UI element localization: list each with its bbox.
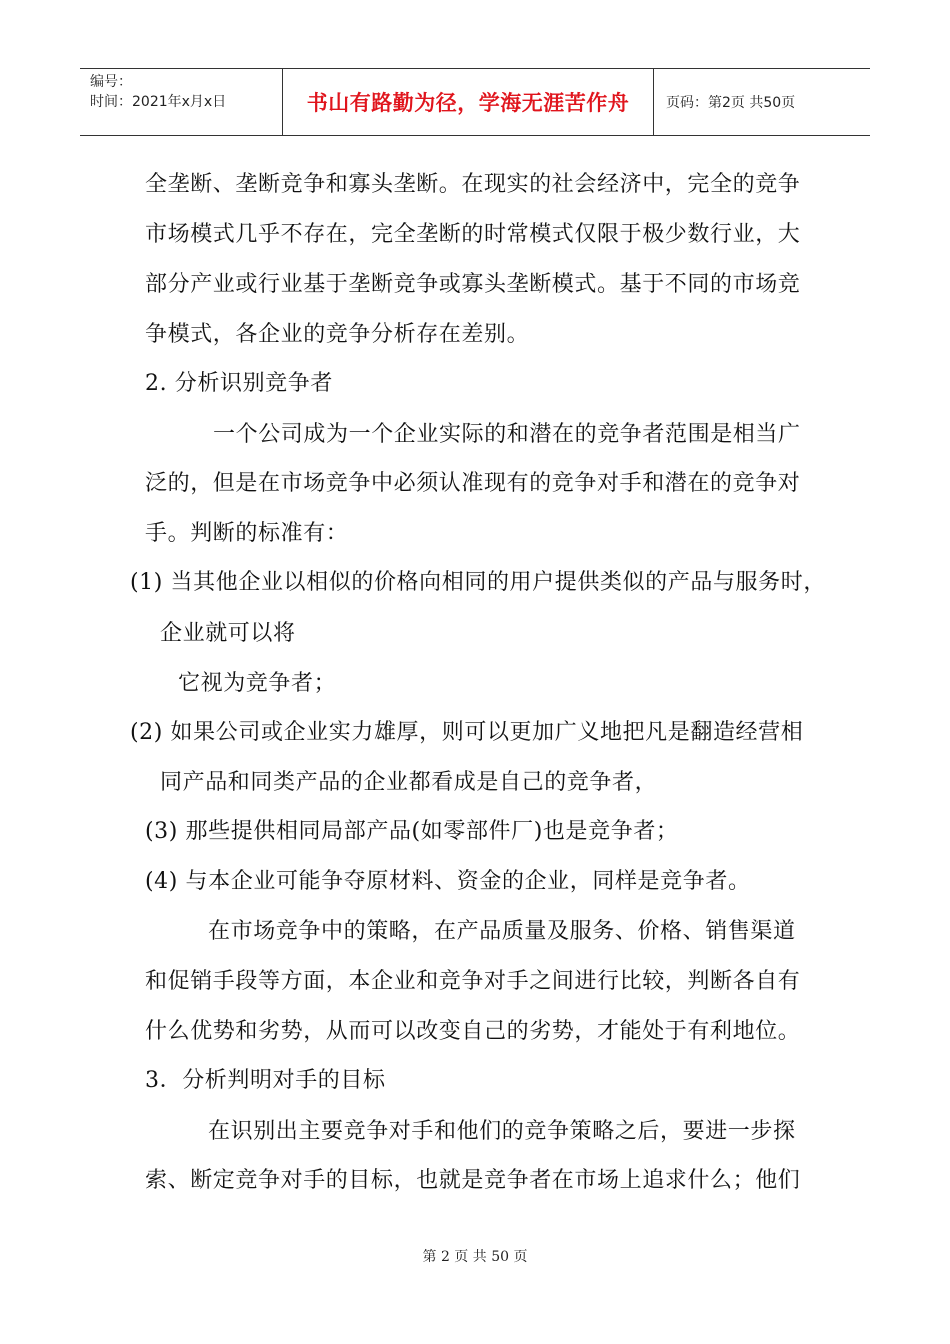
doc-date-label: 时间：2021年x月x日 bbox=[90, 94, 227, 110]
page-footer: 第 2 页 共 50 页 bbox=[422, 1249, 528, 1265]
list-item-continuation: 它视为竞争者； bbox=[178, 671, 337, 696]
list-item: (4) 与本企业可能争夺原材料、资金的企业，同样是竞争者。 bbox=[145, 869, 751, 894]
doc-number-label: 编号： bbox=[90, 74, 132, 90]
body-line: 部分产业或行业基于垄断竞争或寡头垄断模式。基于不同的市场竞 bbox=[145, 272, 801, 297]
header-motto: 书山有路勤为径，学海无涯苦作舟 bbox=[283, 69, 654, 135]
body-line: 泛的，但是在市场竞争中必须认准现有的竞争对手和潜在的竞争对 bbox=[145, 471, 801, 496]
list-item: (3) 那些提供相同局部产品(如零部件厂)也是竞争者； bbox=[145, 819, 679, 844]
list-item: (1) 当其他企业以相似的价格向相同的用户提供类似的产品与服务时， bbox=[130, 570, 826, 595]
body-line: 一个公司成为一个企业实际的和潜在的竞争者范围是相当广 bbox=[213, 422, 801, 447]
header-meta bbox=[80, 69, 283, 135]
section-heading: 3．分析判明对手的目标 bbox=[145, 1068, 386, 1093]
body-line: 市场模式几乎不存在，完全垄断的时常模式仅限于极少数行业，大 bbox=[145, 222, 801, 247]
body-line: 什么优势和劣势，从而可以改变自己的劣势，才能处于有利地位。 bbox=[145, 1019, 801, 1044]
body-line: 在市场竞争中的策略，在产品质量及服务、价格、销售渠道 bbox=[208, 919, 796, 944]
body-line: 手。判断的标准有： bbox=[145, 521, 349, 546]
list-item-continuation: 企业就可以将 bbox=[160, 621, 296, 646]
body-line: 和促销手段等方面，本企业和竞争对手之间进行比较，判断各自有 bbox=[145, 969, 801, 994]
list-item: (2) 如果公司或企业实力雄厚，则可以更加广义地把凡是翻造经营相 bbox=[130, 720, 804, 745]
body-line: 在识别出主要竞争对手和他们的竞争策略之后，要进一步探 bbox=[208, 1119, 796, 1144]
body-line: 全垄断、垄断竞争和寡头垄断。在现实的社会经济中，完全的竞争 bbox=[145, 172, 801, 197]
list-item-continuation: 同产品和同类产品的企业都看成是自己的竞争者， bbox=[160, 770, 658, 795]
body-line: 争模式，各企业的竞争分析存在差别。 bbox=[145, 322, 530, 347]
page-header bbox=[80, 68, 870, 136]
header-page-info: 页码：第2页 共50页 bbox=[666, 95, 796, 111]
section-heading: 2. 分析识别竞争者 bbox=[145, 371, 333, 396]
body-line: 索、断定竞争对手的目标，也就是竞争者在市场上追求什么；他们 bbox=[145, 1168, 801, 1193]
